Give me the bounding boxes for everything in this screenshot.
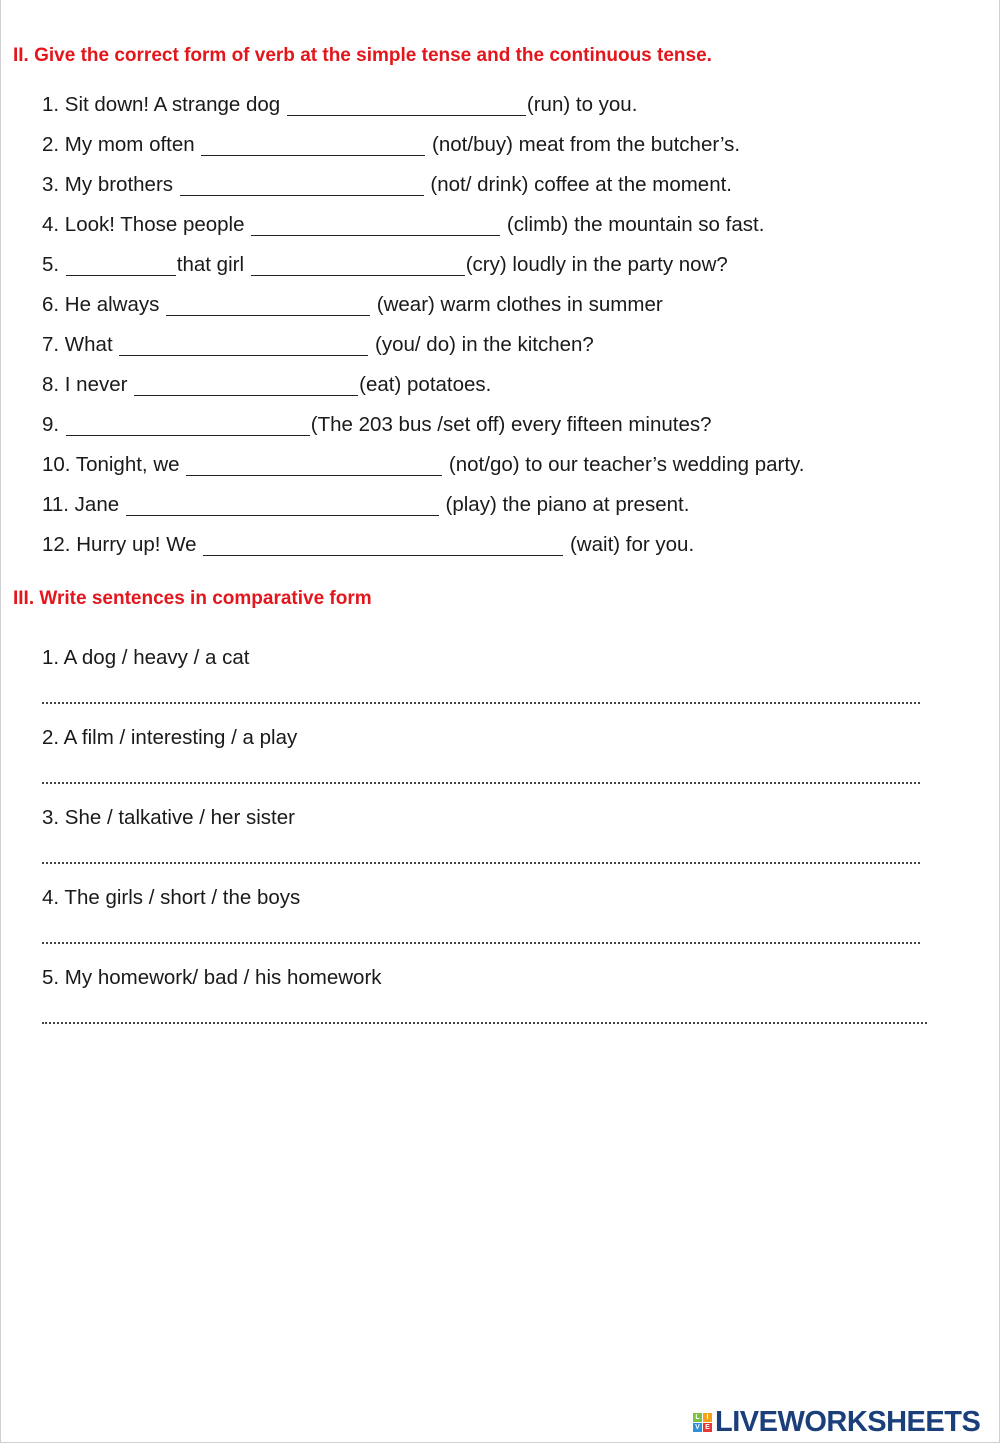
comparative-prompt: 4. The girls / short / the boys bbox=[42, 886, 301, 909]
logo-cube: I bbox=[703, 1413, 712, 1422]
answer-blank-input[interactable] bbox=[201, 137, 425, 156]
comparative-prompt: 3. She / talkative / her sister bbox=[42, 806, 295, 829]
item-text: (not/go) to our teacher’s wedding party. bbox=[443, 453, 805, 476]
exercise-item bbox=[42, 252, 728, 278]
comparative-prompt: 2. A film / interesting / a play bbox=[42, 726, 298, 749]
exercise-item bbox=[42, 452, 804, 478]
exercise-item bbox=[42, 132, 740, 158]
answer-blank-input[interactable] bbox=[287, 97, 526, 116]
exercise-item bbox=[42, 532, 694, 558]
logo-cubes-icon bbox=[693, 1413, 712, 1432]
section-3-title: III. Write sentences in comparative form bbox=[13, 588, 372, 609]
exercise-item bbox=[42, 92, 637, 118]
comparative-prompt: 1. A dog / heavy / a cat bbox=[42, 646, 250, 669]
exercise-item bbox=[42, 172, 732, 198]
item-text: (wait) for you. bbox=[564, 533, 695, 556]
exercise-item bbox=[42, 292, 663, 318]
item-text: 2. My mom often bbox=[42, 133, 201, 156]
answer-blank-input[interactable] bbox=[251, 217, 500, 236]
answer-blank-input[interactable] bbox=[203, 537, 563, 556]
section-2-title: II. Give the correct form of verb at the simple tense and the continuous tense. bbox=[13, 45, 712, 66]
answer-blank-input[interactable] bbox=[180, 177, 424, 196]
answer-blank-input[interactable] bbox=[119, 337, 368, 356]
answer-blank-input[interactable] bbox=[166, 297, 370, 316]
logo-cube: V bbox=[693, 1423, 702, 1432]
answer-blank-input[interactable] bbox=[66, 417, 310, 436]
answer-blank-input[interactable] bbox=[126, 497, 439, 516]
item-text: (not/ drink) coffee at the moment. bbox=[424, 173, 732, 196]
item-text: (wear) warm clothes in summer bbox=[371, 293, 663, 316]
answer-dotted-line[interactable] bbox=[42, 942, 920, 944]
item-text: 3. My brothers bbox=[42, 173, 179, 196]
answer-blank-input[interactable] bbox=[251, 257, 465, 276]
answer-dotted-line[interactable] bbox=[42, 862, 920, 864]
exercise-item bbox=[42, 332, 594, 358]
item-text: 5. bbox=[42, 253, 65, 276]
item-text: 9. bbox=[42, 413, 65, 436]
item-text: 7. What bbox=[42, 333, 119, 356]
answer-blank-input[interactable] bbox=[134, 377, 358, 396]
exercise-item bbox=[42, 372, 491, 398]
item-text: (you/ do) in the kitchen? bbox=[369, 333, 594, 356]
item-text: (The 203 bus /set off) every fifteen minutes? bbox=[310, 413, 712, 436]
item-text: (not/buy) meat from the butcher’s. bbox=[426, 133, 741, 156]
answer-dotted-line[interactable] bbox=[42, 702, 920, 704]
item-text: 10. Tonight, we bbox=[42, 453, 186, 476]
item-text: that girl bbox=[176, 253, 250, 276]
item-text: 12. Hurry up! We bbox=[42, 533, 203, 556]
exercise-item bbox=[42, 212, 764, 238]
logo-cube: E bbox=[703, 1423, 712, 1432]
answer-blank-input[interactable] bbox=[186, 457, 442, 476]
comparative-prompt: 5. My homework/ bad / his homework bbox=[42, 966, 382, 989]
liveworksheets-logo bbox=[693, 1406, 980, 1439]
item-text: 8. I never bbox=[42, 373, 134, 396]
item-text: 1. Sit down! A strange dog bbox=[42, 93, 286, 116]
logo-cube: L bbox=[693, 1413, 702, 1422]
answer-dotted-line[interactable] bbox=[42, 1022, 927, 1024]
item-text: (run) to you. bbox=[526, 93, 638, 116]
item-text: 11. Jane bbox=[42, 493, 125, 516]
answer-blank-input[interactable] bbox=[66, 257, 176, 276]
logo-text: LIVEWORKSHEETS bbox=[715, 1406, 981, 1438]
answer-dotted-line[interactable] bbox=[42, 782, 920, 784]
item-text: (play) the piano at present. bbox=[439, 493, 690, 516]
item-text: 6. He always bbox=[42, 293, 166, 316]
item-text: 4. Look! Those people bbox=[42, 213, 251, 236]
item-text: (climb) the mountain so fast. bbox=[501, 213, 765, 236]
exercise-item bbox=[42, 492, 689, 518]
item-text: (cry) loudly in the party now? bbox=[465, 253, 728, 276]
item-text: (eat) potatoes. bbox=[359, 373, 492, 396]
exercise-item bbox=[42, 412, 712, 438]
